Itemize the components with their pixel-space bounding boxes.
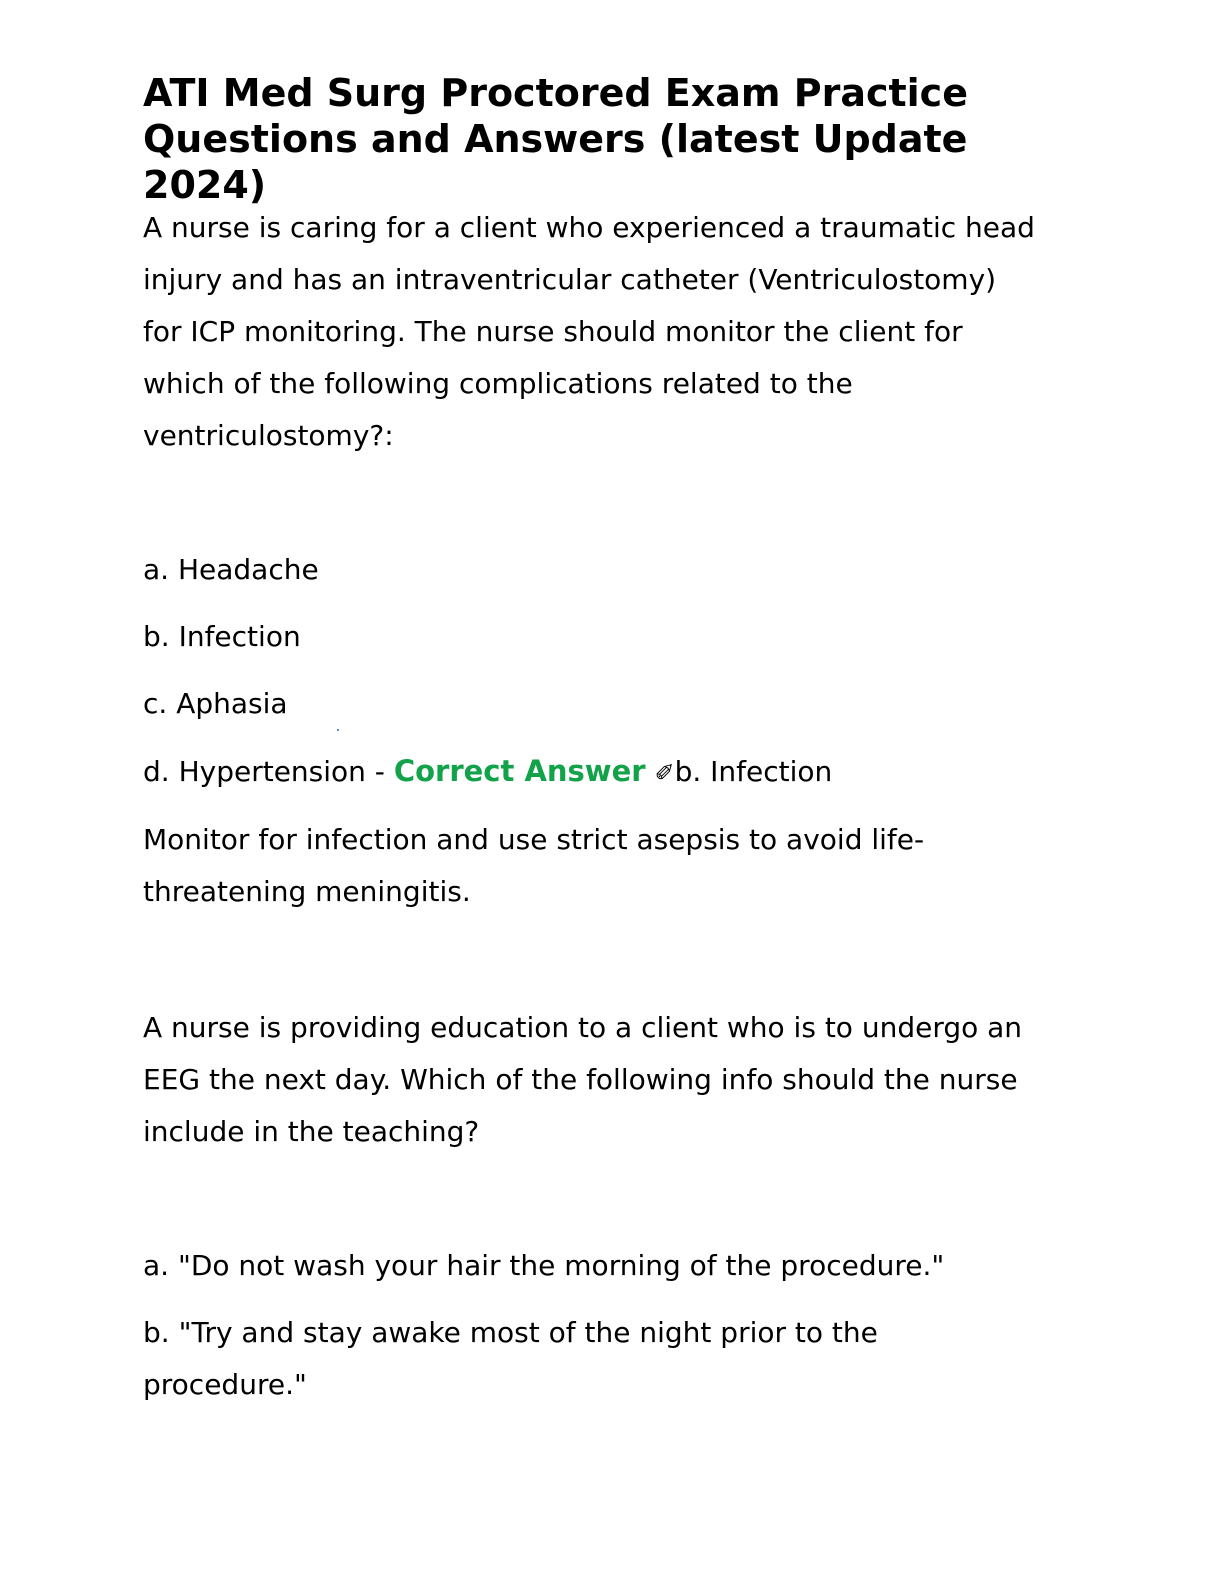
question-1-option-d-line <box>143 751 1043 793</box>
question-1-option-b: b. Infection <box>143 620 301 653</box>
stray-dot-mark <box>337 729 339 731</box>
document-title: ATI Med Surg Proctored Exam Practice Questions and Answers (latest Update 2024) <box>143 71 968 207</box>
check-mark-icon: ✐ <box>654 759 675 787</box>
question-1-option-c: c. Aphasia <box>143 687 288 720</box>
question-1-option-a: a. Headache <box>143 553 319 586</box>
question-2-stem: A nurse is providing education to a client who is to undergo an EEG the next day. Which of the following info should the nurse include in the teaching? <box>143 1011 1023 1148</box>
question-1-stem: A nurse is caring for a client who experienced a traumatic head injury and has an intraventricular catheter (Ventriculostomy) for ICP monitoring. The nurse should monitor the client for which of the following complications related to the ventriculostomy?: <box>143 211 1035 452</box>
question-2-option-b: b. "Try and stay awake most of the night prior to the procedure." <box>143 1316 878 1401</box>
correct-answer-label: Correct Answer <box>393 754 646 788</box>
question-1-rationale: Monitor for infection and use strict asepsis to avoid life-threatening meningitis. <box>143 823 925 908</box>
question-1-option-d: d. Hypertension - <box>143 755 394 788</box>
question-2-option-a: a. "Do not wash your hair the morning of the procedure." <box>143 1249 945 1282</box>
question-1-answer: b. Infection <box>674 755 833 788</box>
